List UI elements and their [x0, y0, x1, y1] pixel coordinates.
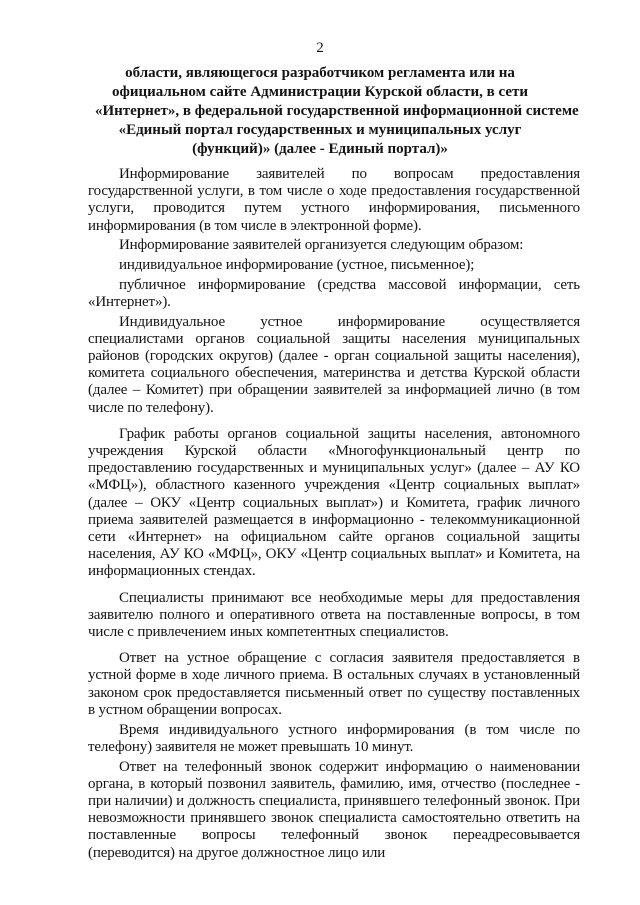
- heading-line: «Единый портал государственных и муниципальных услуг: [118, 122, 522, 138]
- paragraph-public: публичное информирование (средства массовой информации, сеть «Интернет»).: [88, 276, 580, 310]
- heading-line: «Интернет», в федеральной государственной информационной системе: [95, 103, 579, 119]
- heading-line: (функций)» (далее - Единый портал)»: [192, 141, 448, 157]
- page-number: 2: [316, 40, 324, 56]
- heading-line: официальном сайте Администрации Курской области, в сети: [111, 84, 529, 100]
- paragraph-oral-informing: Индивидуальное устное информирование осуществляется специалистами органов социальной защиты населения муниципальных районов (городских округов) (далее - орган социальной защиты населения), комитета социального обеспечения, материнства и детства Курской области (далее – Комитет) при обращении заявителей за информацией лично (в том числе по телефону).: [88, 313, 580, 416]
- paragraph-specialists: Специалисты принимают все необходимые меры для предоставления заявителю полного и оперативного ответа на поставленные вопросы, в том числе с привлечением иных компетентных специалистов.: [88, 589, 580, 641]
- paragraph-phone-call: Ответ на телефонный звонок содержит информацию о наименовании органа, в который позвонил заявитель, фамилию, имя, отчество (последнее - при наличии) и должность специалиста, принявшего телефонный звонок. При невозможности принявшего звонок специалиста самостоятельно ответить на поставленные вопросы телефонный звонок переадресовывается (переводится) на другое должностное лицо или: [88, 758, 580, 861]
- paragraph-informing-overview: Информирование заявителей по вопросам предоставления государственной услуги, в том числе о ходе предоставления государственной услуги, проводится путем устного информирования, письменного информирования (в том числе в электронной форме).: [88, 166, 580, 234]
- section-heading: [95, 64, 579, 159]
- heading-line: области, являющегося разработчиком регламента или на: [125, 65, 515, 81]
- paragraph-oral-response: Ответ на устное обращение с согласия заявителя предоставляется в устной форме в ходе личного приема. В остальных случаях в установленный законом срок предоставляется письменный ответ по существу поставленных в устном обращении вопросах.: [88, 650, 580, 718]
- paragraph-work-schedule: График работы органов социальной защиты населения, автономного учреждения Курской области «Многофункциональный центр по предоставлению государственных и муниципальных услуг» (далее – АУ КО «МФЦ»), областного казенного учреждения «Центр социальных выплат» (далее – ОКУ «Центр социальных выплат») и Комитета, график личного приема заявителей размещается в информационно - телекоммуникационной сети «Интернет» на официальном сайте органов социальной защиты населения, АУ КО «МФЦ», ОКУ «Центр социальных выплат» и Комитета, на информационных стендах.: [88, 425, 580, 580]
- document-body: [88, 166, 580, 864]
- paragraph-time-limit: Время индивидуального устного информирования (в том числе по телефону) заявителя не может превышать 10 минут.: [88, 721, 580, 755]
- paragraph-individual: индивидуальное информирование (устное, письменное);: [119, 257, 475, 274]
- paragraph-organization: Информирование заявителей организуется следующим образом:: [119, 237, 524, 254]
